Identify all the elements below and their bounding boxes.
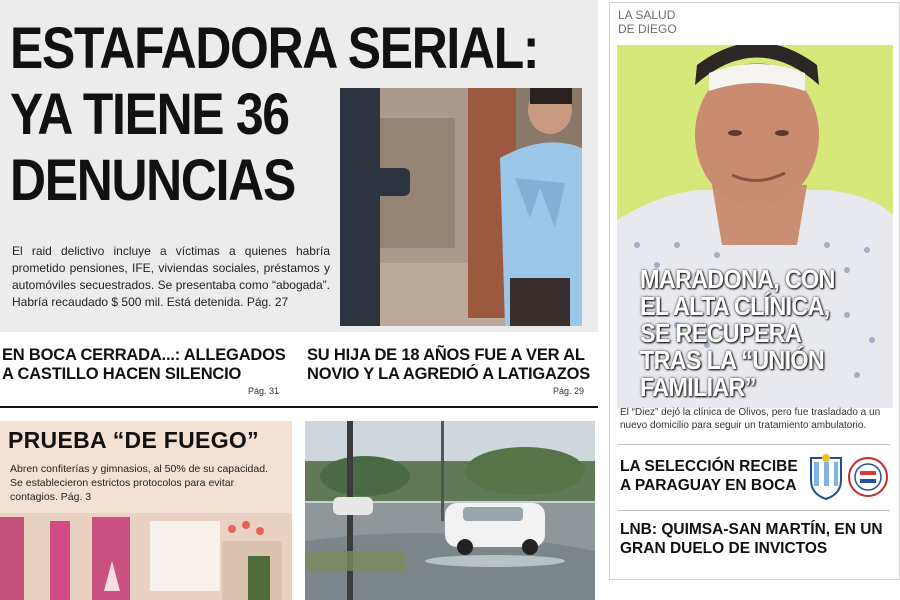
maradona-caption: El “Diez” dejó la clínica de Olivos, pero fue trasladado a un nuevo domicilio para seguir un tratamiento ambulatorio.: [620, 407, 881, 431]
lead-headline-line-2: YA TIENE 36: [10, 82, 289, 147]
rain-street-photo[interactable]: [305, 421, 595, 600]
secondary-story-1[interactable]: [2, 346, 286, 384]
lead-headline-line-1: ESTAFADORA SERIAL:: [10, 16, 539, 81]
lead-body-text: El raid delictivo incluye a víctimas a quienes habría prometido pensiones, IFE, viviendas sociales, préstamos y automóviles secuestrados. Se presentaba como “abogada”. Habría recaudado $ 500 mil. Está detenida. Pág. 27: [12, 244, 330, 309]
side-divider-1: [618, 444, 890, 445]
maradona-headline[interactable]: MARADONA, CON EL ALTA CLÍNICA, SE RECUPERA TRAS LA “UNIÓN FAMILIAR”: [640, 264, 835, 402]
secondary-page-2: Pág. 29: [553, 386, 585, 396]
side-item-seleccion[interactable]: [620, 457, 800, 495]
side-item-seleccion-text: LA SELECCIÓN RECIBE A PARAGUAY EN BOCA: [620, 458, 798, 494]
health-kicker-line-2: DE DIEGO: [618, 22, 677, 36]
side-item-lnb[interactable]: [620, 520, 890, 558]
police-arrest-photo: [340, 88, 582, 326]
lead-headline-line-3: DENUNCIAS: [10, 148, 295, 213]
afa-shield-icon: [808, 454, 844, 500]
section-divider: [0, 406, 598, 408]
side-divider-2: [618, 510, 890, 511]
health-kicker: [618, 8, 677, 36]
side-item-lnb-text: LNB: QUIMSA-SAN MARTÍN, EN UN GRAN DUELO DE INVICTOS: [620, 521, 883, 557]
secondary-page-1: Pág. 31: [248, 386, 280, 396]
lead-photo[interactable]: [340, 88, 582, 326]
paraguay-crest-icon: [848, 457, 888, 497]
secondary-story-2[interactable]: [307, 346, 597, 384]
secondary-headline-1: EN BOCA CERRADA...: ALLEGADOS A CASTILLO HACEN SILENCIO: [2, 346, 286, 383]
fuego-title[interactable]: PRUEBA “DE FUEGO”: [8, 427, 259, 453]
fuego-text: Abren confiterías y gimnasios, al 50% de su capacidad. Se establecieron estrictos protocolos para evitar contagios. Pág. 3: [10, 463, 268, 503]
health-kicker-line-1: LA SALUD: [618, 8, 676, 22]
secondary-headline-2: SU HIJA DE 18 AÑOS FUE A VER AL NOVIO Y LA AGREDIÓ A LATIGAZOS: [307, 346, 591, 383]
flooded-street-photo: [305, 421, 595, 600]
